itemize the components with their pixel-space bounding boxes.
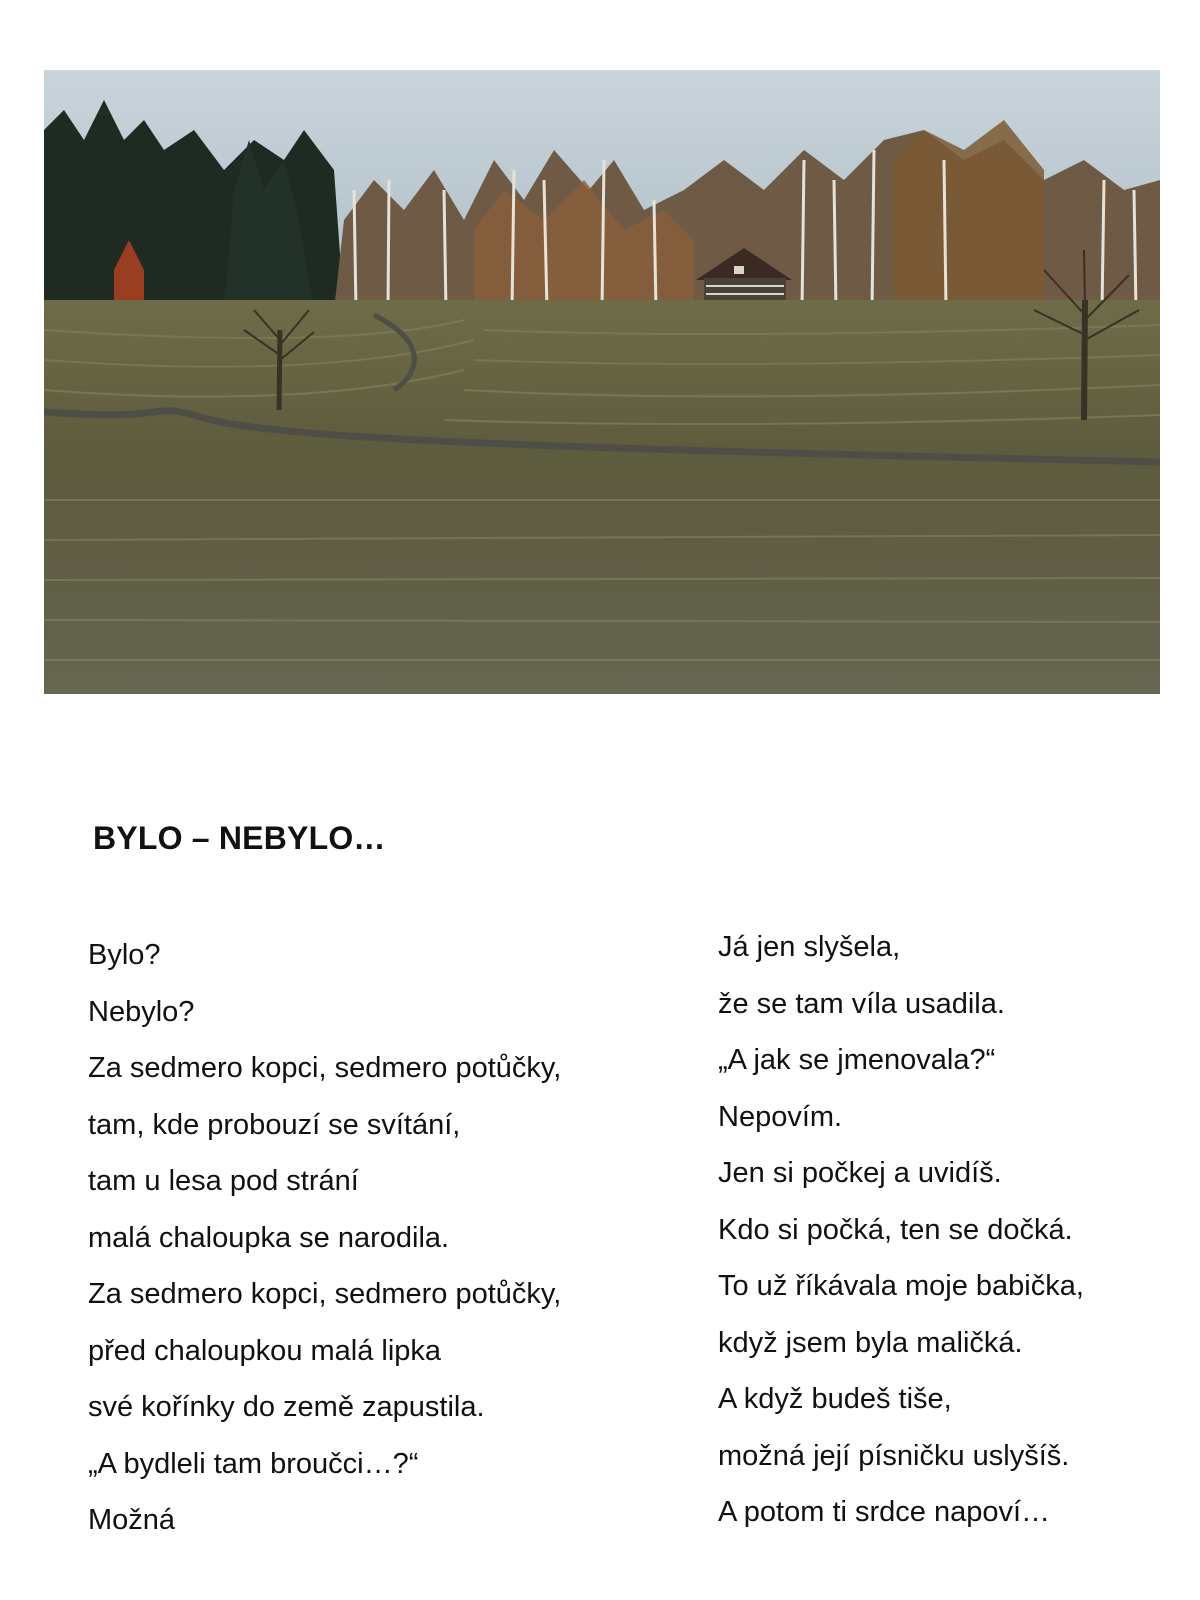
poem-line: Nebylo? [88, 995, 195, 1028]
poem-line: Za sedmero kopci, sedmero potůčky, [88, 1052, 562, 1084]
poem-line: když jsem byla maličká. [718, 1326, 1023, 1359]
poem-line: tam, kde probouzí se svítání, [88, 1108, 461, 1141]
poem-line: „A bydleli tam broučci…?“ [88, 1447, 419, 1480]
poem-line: Kdo si počká, ten se dočká. [718, 1213, 1073, 1246]
poem-line: To už říkávala moje babička, [718, 1270, 1084, 1302]
poem-line: že se tam víla usadila. [718, 987, 1005, 1020]
poem-line: možná její písničku uslyšíš. [718, 1439, 1070, 1472]
poem-line: své kořínky do země zapustila. [88, 1391, 485, 1423]
meadow-forest-cottage-illustration [44, 70, 1160, 694]
poem-line: Jen si počkej a uvidíš. [718, 1157, 1002, 1189]
landscape-photo [44, 70, 1160, 694]
poem-line: „A jak se jmenovala?“ [718, 1044, 996, 1076]
poem-column-left [88, 927, 561, 1549]
poem-line: Bylo? [88, 939, 161, 971]
poem-line: Nepovím. [718, 1100, 843, 1133]
poem-line: tam u lesa pod strání [88, 1165, 359, 1197]
poem-line: A potom ti srdce napoví… [718, 1496, 1051, 1528]
poem-line: Já jen slyšela, [718, 931, 901, 963]
poem-line: Možná [88, 1504, 176, 1536]
poem-line: Za sedmero kopci, sedmero potůčky, [88, 1278, 562, 1310]
poem-line: malá chaloupka se narodila. [88, 1221, 450, 1254]
poem-title: BYLO – NEBYLO… [93, 820, 386, 856]
poem-line: A když budeš tiše, [718, 1383, 952, 1415]
poem-column-right [718, 919, 1084, 1541]
poem-line: před chaloupkou malá lipka [88, 1334, 442, 1367]
